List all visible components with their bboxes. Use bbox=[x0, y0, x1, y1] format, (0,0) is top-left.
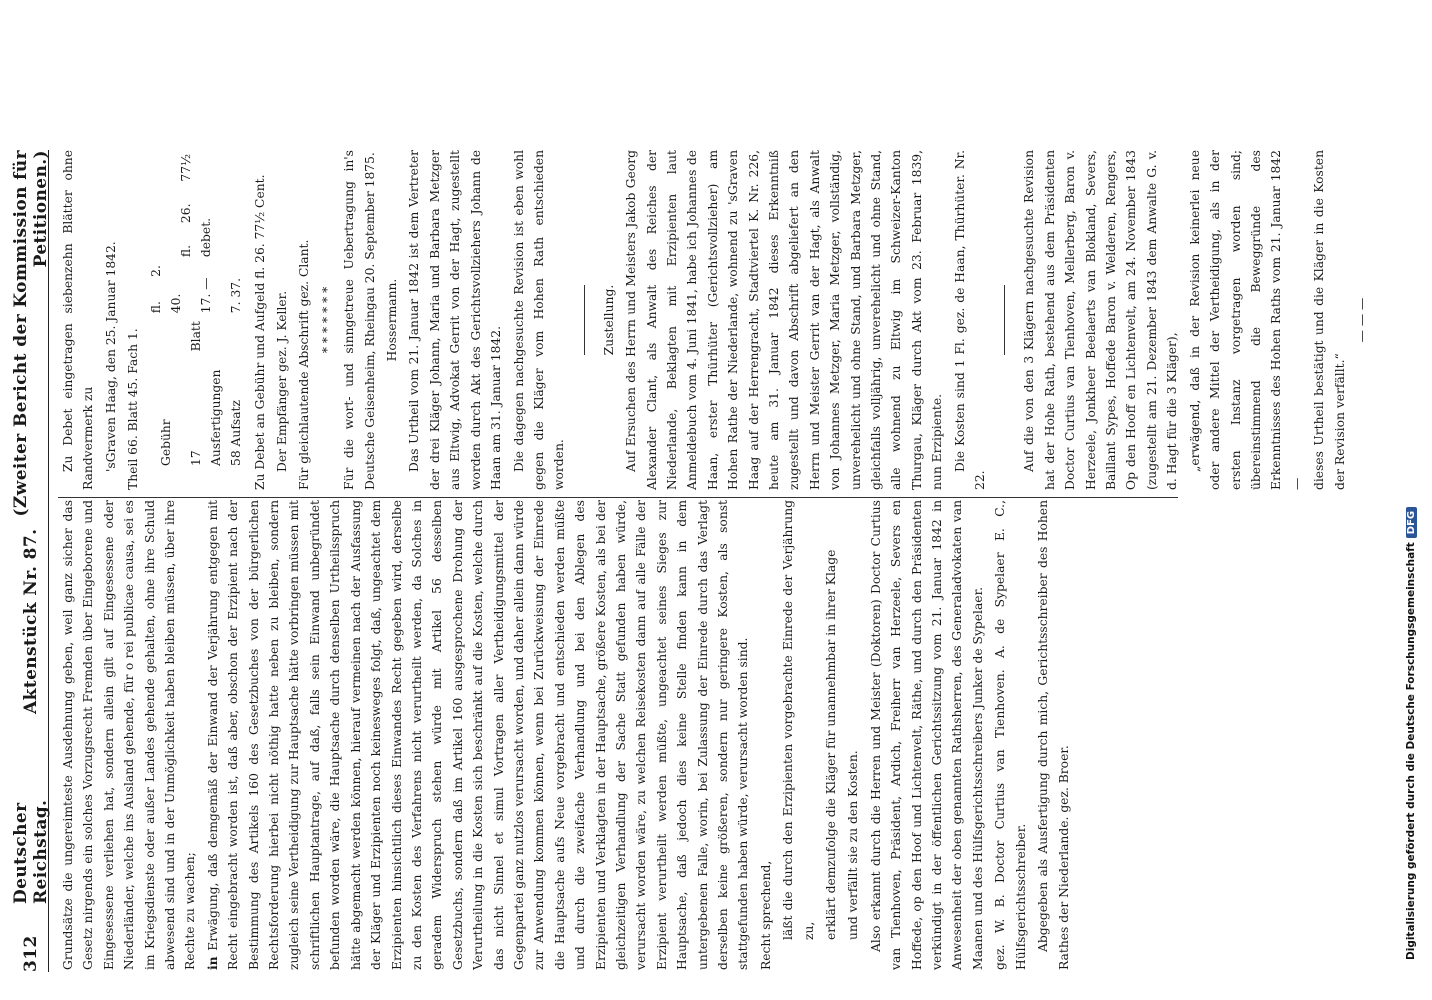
ruling-item-1: läßt die durch den Erzipienten vorgebrachte Einrede der Verjährung zu, bbox=[781, 500, 816, 940]
header-left-title: Deutscher Reichstag. bbox=[11, 799, 51, 904]
left-paragraph-2-lead: in bbox=[204, 956, 220, 970]
dfg-side-note bbox=[1405, 140, 1417, 960]
left-paragraph-2 bbox=[203, 500, 754, 970]
right-rule-1 bbox=[584, 285, 585, 355]
right-paragraph-1: Zu Debet eingetragen siebenzehn Blätter ohne Randvermerk zu bbox=[61, 150, 96, 490]
right-date-line: 'sGraven Haag, den 25. Januar 1842. bbox=[103, 241, 118, 472]
page-header bbox=[11, 150, 51, 972]
right-copy-line: Für gleichlautende Abschrift gez. Clant. bbox=[297, 239, 312, 490]
dfg-badge: DFG bbox=[1406, 507, 1417, 538]
right-receiver-line: Der Empfänger gez. J. Keller. bbox=[275, 290, 290, 472]
fee-amount-1: 17. — bbox=[198, 277, 213, 314]
fee-label: Gebühr bbox=[158, 419, 173, 466]
ruling-item-3: und verfällt sie zu den Kosten. bbox=[846, 750, 861, 940]
page-number: 312 bbox=[21, 935, 41, 972]
right-ref-line: Theil 66. Blatt 45. Fach 1. bbox=[126, 328, 141, 490]
right-translator-name: Hossermann. bbox=[385, 278, 400, 362]
left-paragraph-1: Grundsätze die ungereimteste Ausdehnung geben, weil ganz sicher das Gesetz nirgends ein solches Vorzugsrecht Fremden über Eingeborene und Eingesessene verliehen hat, sondern allein gilt auf Eingesessene oder Niederländer, welche ins Ausland gehende, für o rei publicae causa, sei es im Kriegsdienste oder außer Landes gehende gehalten, ohne ihre Schuld abwesend sind und in der Unmöglichkeit haben bleiben müssen, über ihre Rechte zu wachen; bbox=[61, 500, 198, 970]
left-signature: gez. W. B. Doctor Curtius van Tienhoven. A. de Sypelaer E. C., Hülfsgerichtsschreiber. bbox=[993, 500, 1028, 970]
right-paragraph-service: Auf Ersuchen des Herrn und Meisters Jakob Georg Alexander Clant, als Anwalt des Reiches der Niederlande, Beklagten mit Erzipienten laut Anmeldebuch vom 4. Juni 1841, habe ich Johannes de Haan, erster Thürhüter (Gerichtsvollzieher) am Hohen Rathe der Niederlande, wohnend zu 'sGraven Haag auf der Herrengracht, Stadtviertel K. Nr. 226, heute am 31. Januar 1842 dieses Erkenntniß zugestellt und davon Abschrift abgeliefert an den Herrn und Meister Gerrit van der Hagt, als Anwalt von Johannes Metzger, Maria Metzger, vollständig, unverehelicht und ohne Stand, und Barbara Metzger, gleichfalls volljährig, unverehelicht und ohne Stand, alle wohnend zu Eltwig im Schweizer-Kanton Thurgau, Kläger durch Akt vom 23. Februar 1839, nun Erzipiente. bbox=[624, 150, 945, 490]
fee-label-1: 17 Blatt Ausfertigungen bbox=[188, 321, 223, 466]
fee-row-0 bbox=[146, 150, 186, 470]
left-paragraph-2-text: Erwägung, daß demgemäß der Einwand der Verjährung entgegen mit Recht eingebracht worden ist, daß aber, obschon der Erzipient nach der Bestimmung des Artikels 160 des Gesetzbuches von der bürgerlichen Rechtsforderung hierbei nicht nöthig hatte neben zu bleiben, sondern zugleich seine Vertheidigung zur Hauptsache hätte vorbringen müssen mit schriftlichen Hauptantrage, auf daß, falls sein Einwand unbegründet befunden worden wäre, die Hauptsache durch denselben Urtheilsspruch hätte abgemacht werden können, hierauf vermeinen nach der Ausfassung der Kläger und Erzipienten noch keinesweges folgt, daß, ungeachtet dem Erzipienten hinsichtlich dieses Einwandes Recht gegeben wird, derselbe zu den Kosten des Verfahrens nicht verurtheilt werden, da Solches in geradem Widerspruch stehen würde mit Artikel 56 desselben Gesetzbuchs, sondern daß im Artikel 160 ausgesprochene Drohung der Verurtheilung in die Kosten sich beschränkt auf die Kosten, welche durch das nicht Sinnel et simul Vortragen aller Vertheidigungsmittel der Gegenpartei ganz nutzlos verursacht worden, und daher allein dann würde zur Anwendung kommen können, wenn bei Zurückweisung der Einrede die Hauptsache aufs Neue vorgebracht und entschieden werden müßte und durch die zweifache Verhandlung und bei den Ablegen des Erzipienten und Verklagten in der Hauptsache, größere Kosten, als bei der gleichzeitigen Verhandlung der Sache Statt gefunden haben würde, verursacht worden wäre, zu welchen Reisekosten dann auf alle Fälle der Erzipient verurtheilt werden müßte, ungeachtet seines Sieges zur Hauptsache, daß jedoch dies keine Stelle finden kann in dem untergebenen Falle, worin, bei Zulassung der Einrede durch das Verlagt derselben keine größeren, sondern nur geringere Kosten, als sonst stattgefunden haben würde, verursacht worden sind. bbox=[205, 500, 751, 970]
fee-table bbox=[146, 150, 246, 470]
right-translation-line: Für die wort- und sinngetreue Uebertragung in's Deutsche Geisenheim, Rheingau 20. September 1875. bbox=[342, 150, 377, 490]
left-paragraph-3: Also erkannt durch die Herren und Meister (Doktoren) Doctor Curtius van Tienhoven, Präsident, Ardich, Freiherr van Herzeele, Severs en Hoffede, op den Hoof und Lichtenvelt, Räthe, und durch den Präsidenten verkündigt in der öffentlichen Gerichtssitzung vom 21. Januar 1842 in Anwesenheit der oben genannten Rathsherren, des Generaladvokaten van Maanen und des Hülfsgerichtsschreibers Junker de Sypelaer. bbox=[868, 500, 985, 970]
fee-amount-2: 7. 37. bbox=[228, 277, 243, 314]
header-center-title: Aktenstück Nr. 87. bbox=[21, 528, 41, 714]
zustellung-heading: Zustellung. bbox=[601, 284, 616, 356]
dfg-note-text: Digitalisierung gefördert durch die Deutsche Forschungsgemeinschaft bbox=[1405, 542, 1417, 960]
right-column bbox=[58, 150, 1374, 490]
left-column bbox=[58, 500, 1076, 970]
right-paragraph-considering: „erwägend, daß in der Revision keinerlei neue oder andere Mittel der Vertheidigung, als in der ersten Instanz vorgetragen worden sind; übereinstimmend die Beweggründe des Erkenntnisses des Hohen Raths vom 21. Januar 1842 — bbox=[1187, 150, 1304, 490]
right-costs-line: Die Kosten sind 1 Fl. gez. de Haan, Thürhüter. Nr. 22. bbox=[952, 150, 988, 490]
right-end-rule: — — — bbox=[1354, 297, 1369, 343]
right-paragraph-revision-court: Auf die von den 3 Klägern nachgesuchte Revision hat der Hohe Rath, bestehend aus dem Präsidenten Doctor Curtius van Tienhoven, Mellerberg, Baron v. Herzeele, Jonkheer Beelaerts van Blokland, Severs, Baillant Sypes, Hoffede Baron v. Welderen, Rengers, Op den Hooff en Lichtenvelt, am 24. November 1843 (zugestellt am 21. Dezember 1843 dem Anwalte G. v. d. Hagt für die 3 Kläger), bbox=[1022, 150, 1180, 490]
recht-sprechend: Recht sprechend, bbox=[758, 860, 773, 970]
right-paragraph-judgment: Das Urtheil vom 21. Januar 1842 ist dem Vertreter der drei Kläger Johann, Maria und Barbara Metzger aus Eltwig, Advokat Gerrit von der Hagt, zugestellt worden durch Akt des Gerichtsvollziehers Johann de Haan am 31. Januar 1842. bbox=[407, 150, 504, 490]
fee-amount-0: fl. 2. 40. bbox=[148, 265, 183, 314]
right-rule-2 bbox=[1004, 285, 1005, 355]
column-divider bbox=[58, 497, 1178, 498]
left-paragraph-4: Abgegeben als Ausfertigung durch mich, Gerichtsschreiber des Hohen Rathes der Niederlande. gez. Broer. bbox=[1036, 500, 1071, 970]
header-right-title: (Zweiter Bericht der Kommission für Petitionen.) bbox=[11, 150, 51, 517]
fee-total: fl. 26. 77½ debet. bbox=[178, 154, 213, 258]
right-paragraph-confirm: dieses Urtheil bestätigt und die Kläger in die Kosten der Revision verfällt.“ bbox=[1312, 150, 1347, 490]
fee-label-2: 58 Aufsatz bbox=[228, 400, 243, 466]
right-stars: * * * * * * * bbox=[319, 286, 334, 354]
ruling-item-2: erklärt demzufolge die Kläger für unannehmbar in ihrer Klage bbox=[824, 549, 839, 940]
right-paragraph-revision: Die dagegen nachgesuchte Revision ist eben wohl gegen die Kläger vom Hohen Rath entschieden worden. bbox=[511, 150, 567, 490]
right-debet-line: Zu Debet an Gebühr und Aufgeld fl. 26. 77½ Cent. bbox=[252, 174, 267, 490]
